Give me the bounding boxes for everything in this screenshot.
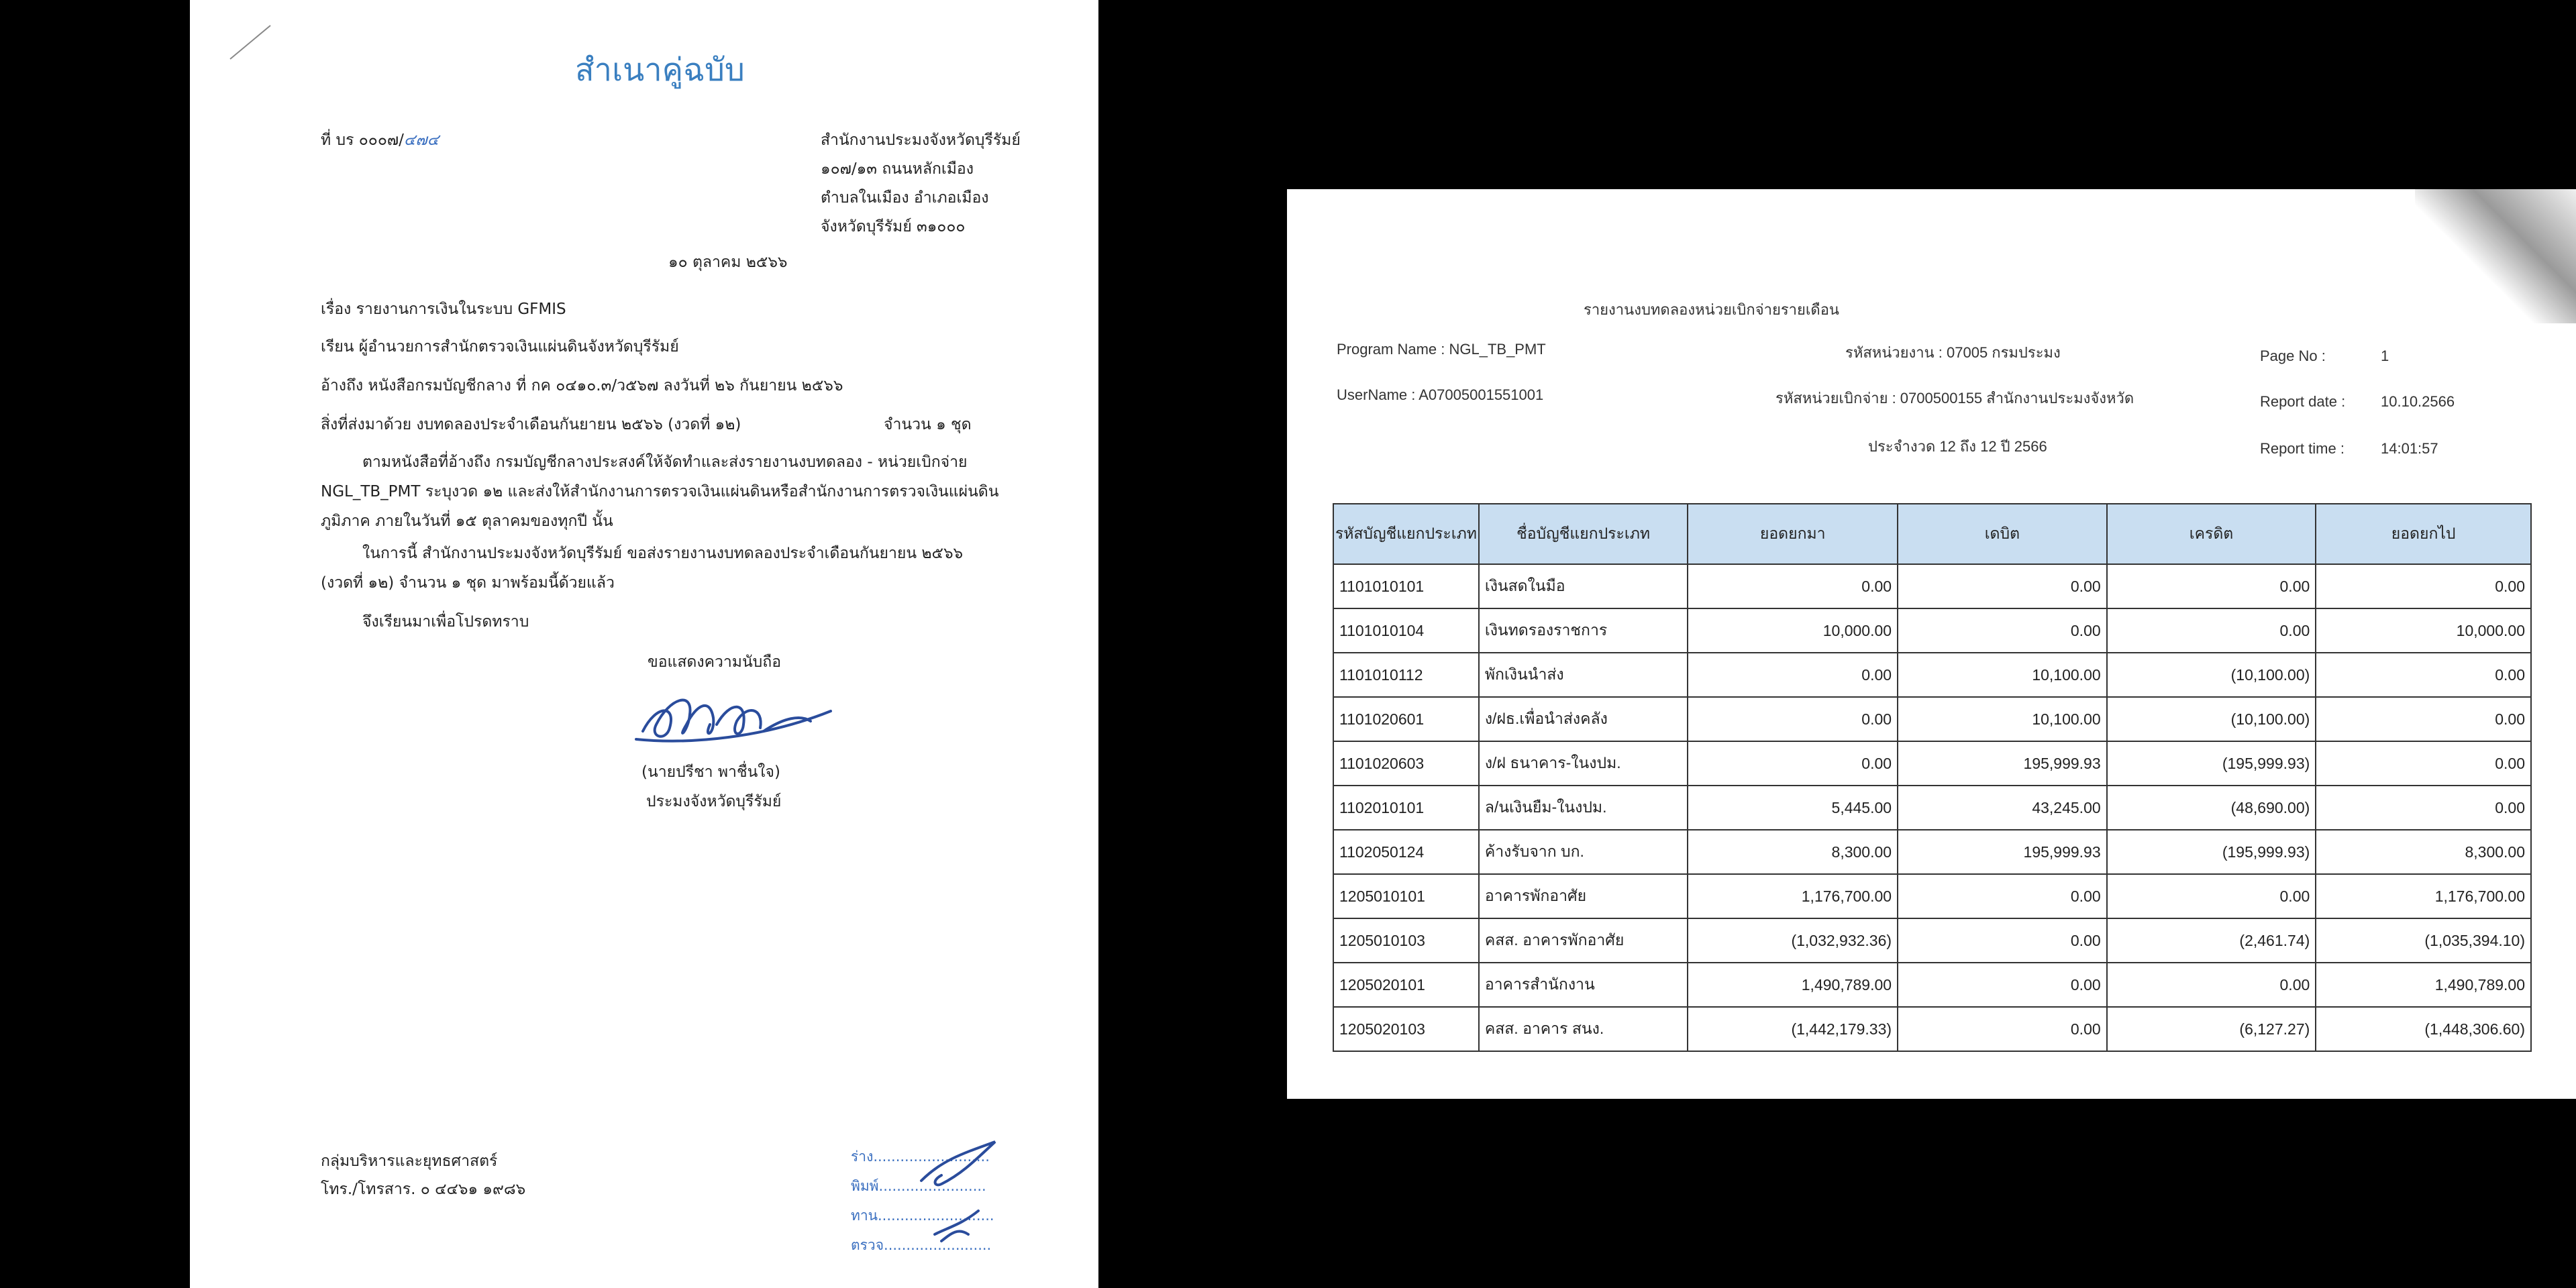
- letter-recipient: เรียน ผู้อำนวยการสำนักตรวจเงินแผ่นดินจังหวัดบุรีรัมย์: [321, 338, 679, 356]
- table-row: [1333, 741, 2531, 786]
- report-time: 14:01:57: [2381, 440, 2438, 457]
- letter-date: ๑๐ ตุลาคม ๒๕๖๖: [668, 254, 788, 271]
- paragraph-2: [321, 545, 963, 604]
- amount-cell: 0.00: [2316, 697, 2531, 741]
- address-line: จังหวัดบุรีรัมย์ ๓๑๐๐๐: [821, 218, 966, 235]
- account-name-cell: ง/ฝธ.เพื่อนำส่งคลัง: [1479, 697, 1688, 741]
- amount-cell: (1,032,932.36): [1688, 918, 1898, 963]
- routing-line: ร่าง..........................: [851, 1148, 990, 1165]
- address-line: ๑๐๗/๑๓ ถนนหลักเมือง: [821, 160, 974, 178]
- table-row: [1333, 786, 2531, 830]
- amount-cell: 10,100.00: [1898, 653, 2107, 697]
- table-row: [1333, 697, 2531, 741]
- routing-line: ทาน..........................: [851, 1208, 994, 1224]
- amount-cell: 10,000.00: [1688, 608, 1898, 653]
- amount-cell: 0.00: [2107, 608, 2316, 653]
- paragraph-line: (งวดที่ ๑๒) จำนวน ๑ ชุด มาพร้อมนี้ด้วยแล้ว: [321, 574, 615, 592]
- amount-cell: 0.00: [1898, 918, 2107, 963]
- table-row: [1333, 608, 2531, 653]
- amount-cell: 0.00: [2316, 786, 2531, 830]
- amount-cell: 0.00: [2107, 874, 2316, 918]
- amount-cell: 0.00: [2316, 653, 2531, 697]
- page-curl: [2415, 189, 2576, 323]
- amount-cell: 43,245.00: [1898, 786, 2107, 830]
- paragraph-line: ภูมิภาค ภายในวันที่ ๑๕ ตุลาคมของทุกปี นั้น: [321, 513, 613, 530]
- amount-cell: 1,176,700.00: [1688, 874, 1898, 918]
- account-code-cell: 1102010101: [1333, 786, 1479, 830]
- table-row: [1333, 564, 2531, 608]
- report-period: ประจำงวด 12 ถึง 12 ปี 2566: [1868, 438, 2047, 455]
- table-row: [1333, 653, 2531, 697]
- address-line: ตำบลในเมือง อำเภอเมือง: [821, 189, 989, 207]
- account-code-cell: 1101010101: [1333, 564, 1479, 608]
- page-no-label: Page No :: [2260, 347, 2326, 364]
- report-title: รายงานงบทดลองหน่วยเบิกจ่ายรายเดือน: [1584, 301, 1839, 318]
- letter-subject: เรื่อง รายงานการเงินในระบบ GFMIS: [321, 301, 566, 318]
- account-code-cell: 1101010112: [1333, 653, 1479, 697]
- amount-cell: 10,000.00: [2316, 608, 2531, 653]
- amount-cell: 1,490,789.00: [2316, 963, 2531, 1007]
- account-code-cell: 1205020101: [1333, 963, 1479, 1007]
- account-name-cell: พักเงินนำส่ง: [1479, 653, 1688, 697]
- amount-cell: 0.00: [1688, 741, 1898, 786]
- signer-name: (นายปรีชา พาชื่นใจ): [641, 763, 780, 781]
- account-name-cell: ง/ฝ ธนาคาร-ในงปม.: [1479, 741, 1688, 786]
- footer-department: กลุ่มบริหารและยุทธศาสตร์: [321, 1152, 498, 1170]
- amount-cell: 0.00: [2316, 741, 2531, 786]
- account-name-cell: เงินทดรองราชการ: [1479, 608, 1688, 653]
- amount-cell: (1,035,394.10): [2316, 918, 2531, 963]
- agency-code: รหัสหน่วยงาน : 07005 กรมประมง: [1845, 344, 2061, 361]
- table-row: [1333, 830, 2531, 874]
- amount-cell: 1,490,789.00: [1688, 963, 1898, 1007]
- account-name-cell: ล/นเงินยืม-ในงปม.: [1479, 786, 1688, 830]
- routing-line: พิมพ์........................: [851, 1178, 986, 1194]
- amount-cell: (1,448,306.60): [2316, 1007, 2531, 1051]
- amount-cell: 0.00: [1688, 564, 1898, 608]
- account-code-cell: 1101020601: [1333, 697, 1479, 741]
- report-page: [1287, 189, 2576, 1099]
- table-row: [1333, 963, 2531, 1007]
- column-header: เดบิต: [1898, 504, 2107, 564]
- amount-cell: (2,461.74): [2107, 918, 2316, 963]
- account-code-cell: 1101020603: [1333, 741, 1479, 786]
- closing-request: จึงเรียนมาเพื่อโปรดทราบ: [362, 613, 529, 631]
- column-header: ยอดยกไป: [2316, 504, 2531, 564]
- paragraph-line: NGL_TB_PMT ระบุงวด ๑๒ และส่งให้สำนักงานการตรวจเงินแผ่นดินหรือสำนักงานการตรวจเงินแผ่นดิน: [321, 483, 999, 500]
- amount-cell: (10,100.00): [2107, 653, 2316, 697]
- page-no: 1: [2381, 347, 2389, 364]
- amount-cell: (6,127.27): [2107, 1007, 2316, 1051]
- closing-salutation: ขอแสดงความนับถือ: [648, 653, 782, 671]
- amount-cell: 0.00: [2107, 564, 2316, 608]
- amount-cell: 1,176,700.00: [2316, 874, 2531, 918]
- amount-cell: (48,690.00): [2107, 786, 2316, 830]
- letter-page: [190, 0, 1098, 1288]
- amount-cell: 0.00: [1898, 608, 2107, 653]
- footer-phone: โทร./โทรสาร. ๐ ๔๔๖๑ ๑๙๘๖: [321, 1181, 526, 1198]
- column-header: รหัสบัญชีแยกประเภท: [1333, 504, 1479, 564]
- amount-cell: 195,999.93: [1898, 830, 2107, 874]
- account-name-cell: คสส. อาคารพักอาศัย: [1479, 918, 1688, 963]
- account-name-cell: ค้างรับจาก บก.: [1479, 830, 1688, 874]
- account-name-cell: คสส. อาคาร สนง.: [1479, 1007, 1688, 1051]
- amount-cell: 0.00: [2316, 564, 2531, 608]
- table-header-row: [1333, 504, 2531, 564]
- account-name-cell: อาคารพักอาศัย: [1479, 874, 1688, 918]
- amount-cell: 0.00: [1898, 564, 2107, 608]
- amount-cell: 8,300.00: [1688, 830, 1898, 874]
- amount-cell: (10,100.00): [2107, 697, 2316, 741]
- routing-line: ตรวจ........................: [851, 1237, 992, 1253]
- amount-cell: (1,442,179.33): [1688, 1007, 1898, 1051]
- paragraph-1: [321, 453, 998, 542]
- amount-cell: 0.00: [1898, 874, 2107, 918]
- account-code-cell: 1205010101: [1333, 874, 1479, 918]
- column-header: ชื่อบัญชีแยกประเภท: [1479, 504, 1688, 564]
- signer-position: ประมงจังหวัดบุรีรัมย์: [646, 793, 782, 810]
- amount-cell: (195,999.93): [2107, 741, 2316, 786]
- amount-cell: 5,445.00: [1688, 786, 1898, 830]
- account-code-cell: 1205010103: [1333, 918, 1479, 963]
- amount-cell: 195,999.93: [1898, 741, 2107, 786]
- paragraph-line: ตามหนังสือที่อ้างถึง กรมบัญชีกลางประสงค์ให้จัดทำและส่งรายงานงบทดลอง - หน่วยเบิกจ่าย: [362, 453, 968, 471]
- reference-handwritten-number: ๔๗๔: [403, 131, 440, 149]
- letter-reference: อ้างถึง หนังสือกรมบัญชีกลาง ที่ กค ๐๔๑๐.๓/ว๕๖๗ ลงวันที่ ๒๖ กันยายน ๒๕๖๖: [321, 377, 843, 394]
- amount-cell: 0.00: [1688, 697, 1898, 741]
- signature: [629, 678, 844, 751]
- account-name-cell: อาคารสำนักงาน: [1479, 963, 1688, 1007]
- account-code-cell: 1102050124: [1333, 830, 1479, 874]
- account-name-cell: เงินสดในมือ: [1479, 564, 1688, 608]
- amount-cell: 0.00: [2107, 963, 2316, 1007]
- amount-cell: 0.00: [1898, 1007, 2107, 1051]
- letter-title: สำเนาคู่ฉบับ: [575, 52, 745, 89]
- user-name: UserName : A07005001551001: [1337, 386, 1544, 403]
- address-line: สำนักงานประมงจังหวัดบุรีรัมย์: [821, 131, 1021, 149]
- amount-cell: 0.00: [1898, 963, 2107, 1007]
- table-row: [1333, 918, 2531, 963]
- amount-cell: 10,100.00: [1898, 697, 2107, 741]
- column-header: ยอดยกมา: [1688, 504, 1898, 564]
- report-date-label: Report date :: [2260, 393, 2346, 410]
- amount-cell: 0.00: [1688, 653, 1898, 697]
- reference-prefix: ที่ บร ๐๐๐๗/: [321, 131, 404, 149]
- trial-balance-table: [1333, 503, 2532, 1052]
- account-code-cell: 1101010104: [1333, 608, 1479, 653]
- disbursing-unit: รหัสหน่วยเบิกจ่าย : 0700500155 สำนักงานประมงจังหวัด: [1775, 390, 2134, 407]
- letter-enclosure: สิ่งที่ส่งมาด้วย งบทดลองประจำเดือนกันยายน ๒๕๖๖ (งวดที่ ๑๒): [321, 416, 741, 433]
- pen-mark: [227, 23, 274, 63]
- office-address: [821, 131, 1021, 247]
- account-code-cell: 1205020103: [1333, 1007, 1479, 1051]
- enclosure-count: จำนวน ๑ ชุด: [884, 416, 972, 433]
- table-row: [1333, 874, 2531, 918]
- program-name: Program Name : NGL_TB_PMT: [1337, 341, 1546, 358]
- report-time-label: Report time :: [2260, 440, 2345, 457]
- report-date: 10.10.2566: [2381, 393, 2455, 410]
- column-header: เครดิต: [2107, 504, 2316, 564]
- amount-cell: (195,999.93): [2107, 830, 2316, 874]
- reference-number: [321, 131, 439, 150]
- initials-scribble: [915, 1134, 1022, 1254]
- paragraph-line: ในการนี้ สำนักงานประมงจังหวัดบุรีรัมย์ ขอส่งรายงานงบทดลองประจำเดือนกันยายน ๒๕๖๖: [362, 545, 964, 562]
- table-row: [1333, 1007, 2531, 1051]
- amount-cell: 8,300.00: [2316, 830, 2531, 874]
